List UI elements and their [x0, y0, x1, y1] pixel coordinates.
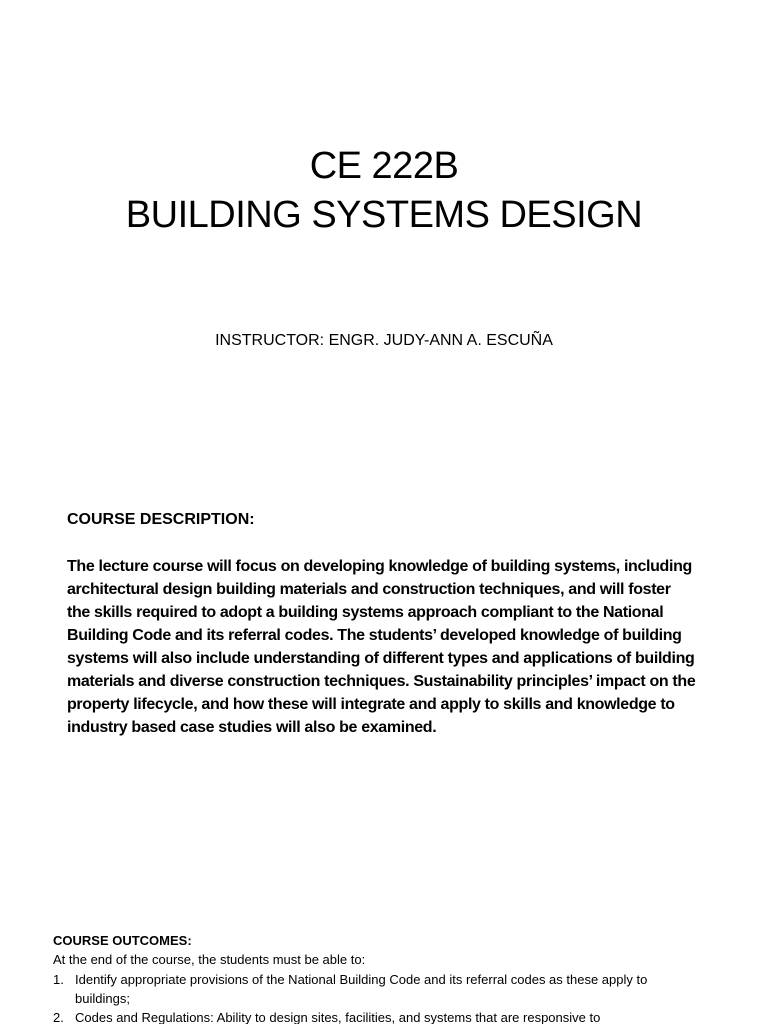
list-item-number: 1. [53, 972, 64, 987]
course-description-body: The lecture course will focus on developing knowledge of building systems, including architectural design building materials and construction techniques, and will foster the skills required to adopt a building systems approach compliant to the National Building Code and its referral codes. The students’ developed knowledge of building systems will also include understanding of different types and applications of building materials and diverse construction techniques. Sustainability principles’ impact on the property lifecycle, and how these will integrate and apply to skills and knowledge to industry based case studies will also be examined. [67, 558, 696, 736]
course-outcomes-heading: COURSE OUTCOMES: [53, 933, 192, 948]
course-code: CE 222B [309, 145, 459, 187]
list-item [53, 1008, 693, 1024]
list-item-text: Codes and Regulations: Ability to design sites, facilities, and systems that are responsive to [75, 1010, 601, 1024]
course-title: BUILDING SYSTEMS DESIGN [125, 194, 643, 236]
course-description-heading: COURSE DESCRIPTION: [67, 511, 255, 528]
instructor-line: INSTRUCTOR: ENGR. JUDY-ANN A. ESCUÑA [215, 332, 553, 349]
course-outcomes-intro: At the end of the course, the students must be able to: [53, 952, 366, 967]
list-item-text: Identify appropriate provisions of the National Building Code and its referral codes as these apply to buildings; [75, 972, 648, 1006]
list-item-number: 2. [53, 1010, 64, 1024]
course-outcomes-list [53, 970, 693, 1024]
list-item [53, 970, 693, 1008]
